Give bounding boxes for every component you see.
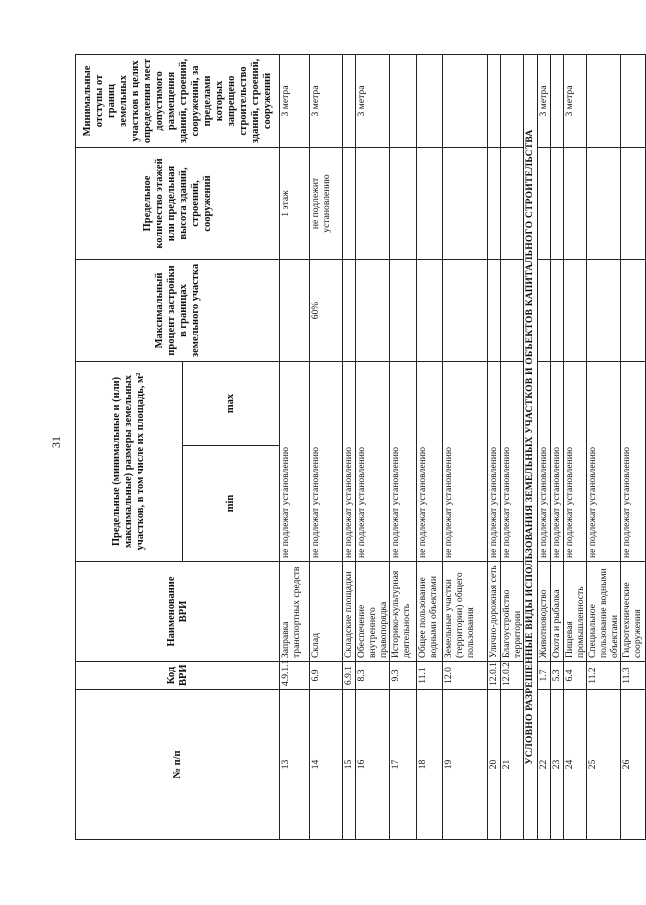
row-coverage (501, 259, 524, 361)
table-row (343, 54, 356, 839)
row-code: 6.9 (310, 662, 343, 690)
row-name: Пищевая промышленность (564, 562, 587, 662)
row-num: 25 (587, 690, 621, 840)
row-setback (551, 54, 564, 147)
header-max: max (183, 361, 280, 445)
row-num: 19 (443, 690, 488, 840)
row-area: не подлежат установлению (356, 361, 390, 561)
row-area: не подлежат установлению (587, 361, 621, 561)
row-area: не подлежат установлению (417, 361, 443, 561)
row-num: 16 (356, 690, 390, 840)
row-num: 22 (538, 690, 551, 840)
row-code: 11.3 (621, 662, 646, 690)
row-coverage (587, 259, 621, 361)
row-setback: 3 метра (310, 54, 343, 147)
header-row (76, 54, 183, 839)
row-area: не подлежат установлению (280, 361, 310, 561)
row-floors (488, 147, 501, 259)
header-min: min (183, 446, 280, 562)
row-area: не подлежат установлению (488, 361, 501, 561)
row-area: не подлежат установлению (621, 361, 646, 561)
row-area: не подлежат установлению (343, 361, 356, 561)
row-floors: не подлежит установлению (310, 147, 343, 259)
conditional-uses-banner: УСЛОВНО РАЗРЕШЕННЫЕ ВИДЫ ИСПОЛЬЗОВАНИЯ ЗЕМЕЛЬНЫХ УЧАСТКОВ И ОБЪЕКТОВ КАПИТАЛЬНОГО СТРОИТЕЛЬСТВА (524, 54, 538, 839)
row-num: 17 (390, 690, 417, 840)
row-floors: 1 этаж (280, 147, 310, 259)
row-floors (551, 147, 564, 259)
header-name: Наименование ВРИ (76, 562, 280, 662)
table-row (538, 54, 551, 839)
row-coverage (443, 259, 488, 361)
row-floors (343, 147, 356, 259)
table-row (488, 54, 501, 839)
row-setback (443, 54, 488, 147)
row-setback (417, 54, 443, 147)
table-row (280, 54, 310, 839)
row-floors (501, 147, 524, 259)
row-setback: 3 метра (280, 54, 310, 147)
row-floors (538, 147, 551, 259)
row-coverage (280, 259, 310, 361)
table-row (551, 54, 564, 839)
row-setback (343, 54, 356, 147)
row-name: Земельные участки (территории) общего пользования (443, 562, 488, 662)
table-row (621, 54, 646, 839)
row-area: не подлежат установлению (538, 361, 551, 561)
row-name: Обеспечение внутреннего правопорядка (356, 562, 390, 662)
table-row (310, 54, 343, 839)
header-num: № п/п (76, 690, 280, 840)
table-row (443, 54, 488, 839)
row-coverage (538, 259, 551, 361)
table-row (587, 54, 621, 839)
row-floors (417, 147, 443, 259)
row-coverage (417, 259, 443, 361)
row-floors (564, 147, 587, 259)
row-name: Складские площадки (343, 562, 356, 662)
row-name: Гидротехнические сооружения (621, 562, 646, 662)
row-floors (443, 147, 488, 259)
header-area: Предельные (минимальные и (или) максимальные) размеры земельных участков, в том числе их площадь, м² (76, 361, 183, 561)
row-code: 4.9.1.1 (280, 662, 310, 690)
row-coverage (551, 259, 564, 361)
row-setback: 3 метра (356, 54, 390, 147)
row-name: Склад (310, 562, 343, 662)
row-num: 24 (564, 690, 587, 840)
regulations-table-rotated (75, 55, 643, 840)
row-num: 18 (417, 690, 443, 840)
row-name: Улично-дорожная сеть (488, 562, 501, 662)
row-num: 15 (343, 690, 356, 840)
row-area: не подлежат установлению (310, 361, 343, 561)
table-row (390, 54, 417, 839)
row-name: Благоустройство территории (501, 562, 524, 662)
row-code: 5.3 (551, 662, 564, 690)
row-code: 12.0 (443, 662, 488, 690)
row-name: Животноводство (538, 562, 551, 662)
row-code: 6.9.1 (343, 662, 356, 690)
row-floors (356, 147, 390, 259)
row-setback: 3 метра (564, 54, 587, 147)
header-coverage: Максимальный процент застройки в границах земельного участка (76, 259, 280, 361)
row-coverage (343, 259, 356, 361)
row-coverage (356, 259, 390, 361)
row-num: 23 (551, 690, 564, 840)
regulations-table (75, 54, 646, 840)
row-name: Общее пользование водными объектами (417, 562, 443, 662)
row-code: 8.3 (356, 662, 390, 690)
table-row (417, 54, 443, 839)
row-setback (390, 54, 417, 147)
header-code: Код ВРИ (76, 662, 280, 690)
row-setback (621, 54, 646, 147)
header-floors: Предельное количество этажей или предельная высота зданий, строений, сооружений (76, 147, 280, 259)
row-num: 26 (621, 690, 646, 840)
row-name: Специальное пользование водными объектами (587, 562, 621, 662)
table-row (501, 54, 524, 839)
table-row (564, 54, 587, 839)
row-area: не подлежат установлению (390, 361, 417, 561)
header-setback: Минимальные отступы от границ земельных участков в целях определения мест допустимого размещения зданий, строений, сооружений, за пределами которых запрещено строительство зданий, строений, сооружений (76, 54, 280, 147)
row-area: не подлежат установлению (564, 361, 587, 561)
section-banner-row (524, 54, 538, 839)
row-num: 20 (488, 690, 501, 840)
row-name: Охота и рыбалка (551, 562, 564, 662)
row-coverage (621, 259, 646, 361)
row-code: 12.0.1 (488, 662, 501, 690)
row-area: не подлежат установлению (551, 361, 564, 561)
row-floors (390, 147, 417, 259)
row-floors (621, 147, 646, 259)
row-setback: 3 метра (538, 54, 551, 147)
row-num: 14 (310, 690, 343, 840)
row-name: Заправка транспортных средств (280, 562, 310, 662)
row-name: Историко-культурная деятельность (390, 562, 417, 662)
row-setback (587, 54, 621, 147)
row-setback (488, 54, 501, 147)
row-num: 13 (280, 690, 310, 840)
row-coverage: 60% (310, 259, 343, 361)
page-number: 31 (49, 436, 63, 448)
row-floors (587, 147, 621, 259)
row-area: не подлежат установлению (443, 361, 488, 561)
row-code: 11.2 (587, 662, 621, 690)
row-setback (501, 54, 524, 147)
row-coverage (564, 259, 587, 361)
row-area: не подлежат установлению (501, 361, 524, 561)
row-coverage (390, 259, 417, 361)
row-code: 6.4 (564, 662, 587, 690)
row-coverage (488, 259, 501, 361)
row-code: 12.0.2 (501, 662, 524, 690)
row-num: 21 (501, 690, 524, 840)
row-code: 11.1 (417, 662, 443, 690)
row-code: 1.7 (538, 662, 551, 690)
row-code: 9.3 (390, 662, 417, 690)
table-row (356, 54, 390, 839)
